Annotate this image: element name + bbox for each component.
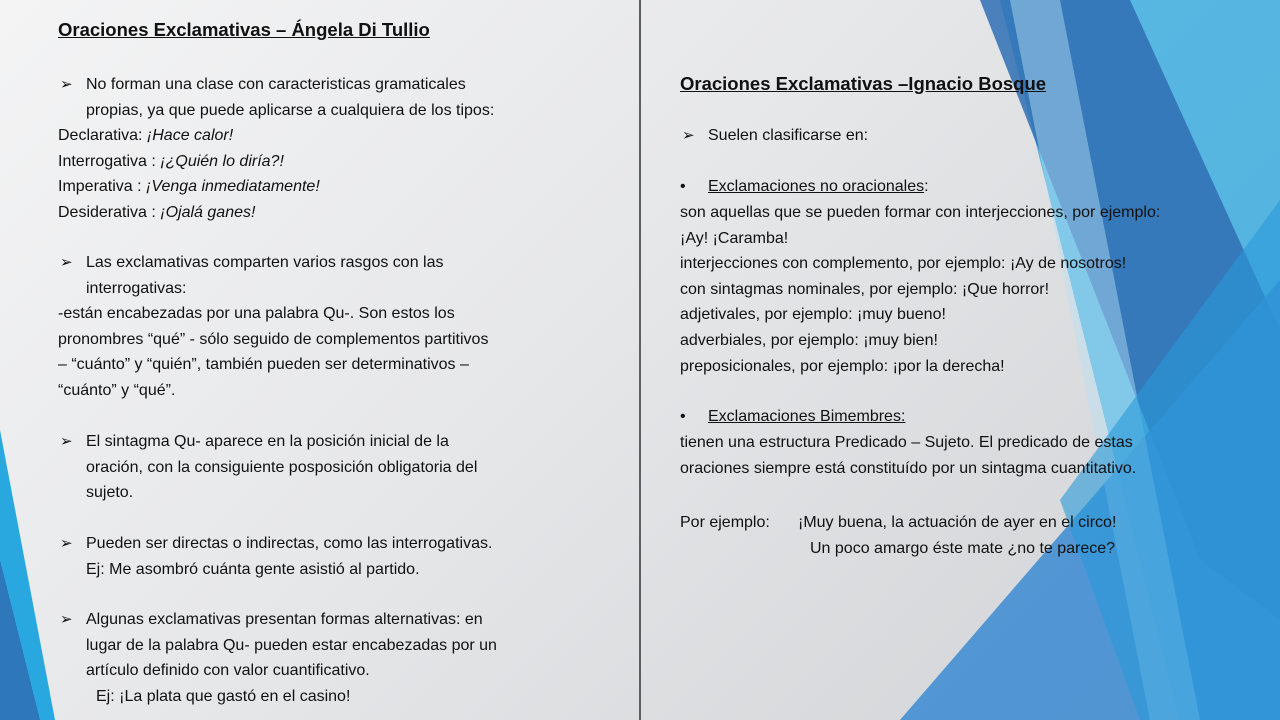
heading-bimembres: • Exclamaciones Bimembres: — [680, 404, 905, 430]
heading-no-oracionales: • Exclamaciones no oracionales: — [680, 174, 929, 200]
arrow-bullet-icon: ➢ — [682, 127, 695, 144]
type-imperativa: Imperativa : ¡Venga inmediatamente! — [58, 178, 320, 196]
arrow-bullet-icon: ➢ — [60, 76, 73, 93]
arrow-bullet-icon: ➢ — [60, 433, 73, 450]
example-casino: Ej: ¡La plata que gastó en el casino! — [96, 688, 351, 705]
right-title: Oraciones Exclamativas –Ignacio Bosque — [680, 73, 1047, 94]
bullet-no-forman: ➢ No forman una clase con caracteristicas gramaticales propias, ya que puede aplicarse a cualquiera de los tipos: — [58, 72, 494, 123]
left-title: Oraciones Exclamativas – Ángela Di Tullio — [58, 19, 430, 40]
bullet-alternativas: ➢ Algunas exclamativas presentan formas alternativas: en lugar de la palabra Qu- pueden estar encabezadas por un artículo definido con valor cuantificativo. — [58, 607, 497, 684]
bullet-clasificarse: ➢ Suelen clasificarse en: — [680, 123, 868, 149]
type-declarativa: Declarativa: ¡Hace calor! — [58, 127, 234, 144]
arrow-bullet-icon: ➢ — [60, 611, 73, 628]
column-divider — [639, 0, 641, 720]
example-label: Por ejemplo: — [680, 514, 770, 531]
sentence-types — [58, 123, 320, 225]
bullet-directas: ➢ Pueden ser directas o indirectas, como las interrogativas. Ej: Me asombró cuánta gente asistió al partido. — [58, 531, 492, 582]
example-circo: ¡Muy buena, la actuación de ayer en el circo! — [798, 514, 1117, 531]
dot-bullet-icon: • — [680, 178, 686, 195]
type-desiderativa: Desiderativa : ¡Ojalá ganes! — [58, 203, 256, 221]
arrow-bullet-icon: ➢ — [60, 535, 73, 552]
bullet-comparten: ➢ Las exclamativas comparten varios rasgos con las interrogativas: — [58, 250, 444, 301]
dot-bullet-icon: • — [680, 408, 686, 425]
qu-detail: -están encabezadas por una palabra Qu-. Son estos los pronombres “qué” - sólo seguido de complementos partitivos – “cuánto” y “quién”, también pueden ser determinativos – “cuánto” y “qué”. — [58, 305, 489, 399]
arrow-bullet-icon: ➢ — [60, 254, 73, 271]
bimembres-text: tienen una estructura Predicado – Sujeto. El predicado de estas oraciones siempre está constituído por un sintagma cuantitativo. — [680, 434, 1137, 477]
no-oracionales-list: son aquellas que se pueden formar con interjecciones, por ejemplo: ¡Ay! ¡Caramba! interjecciones con complemento, por ejemplo: ¡Ay de nosotros! con sintagmas nominales, por ejemplo: ¡Que horror! adjetivales, por ejemplo: ¡muy bueno! adverbiales, por ejemplo: ¡muy bien! preposicionales, por ejemplo: ¡por la derecha! — [680, 204, 1161, 375]
example-mate: Un poco amargo éste mate ¿no te parece? — [810, 540, 1116, 557]
bullet-sintagma-qu: ➢ El sintagma Qu- aparece en la posición inicial de la oración, con la consiguiente posposición obligatoria del sujeto. — [58, 429, 477, 506]
type-interrogativa: Interrogativa : ¡¿Quién lo diría?! — [58, 152, 284, 170]
